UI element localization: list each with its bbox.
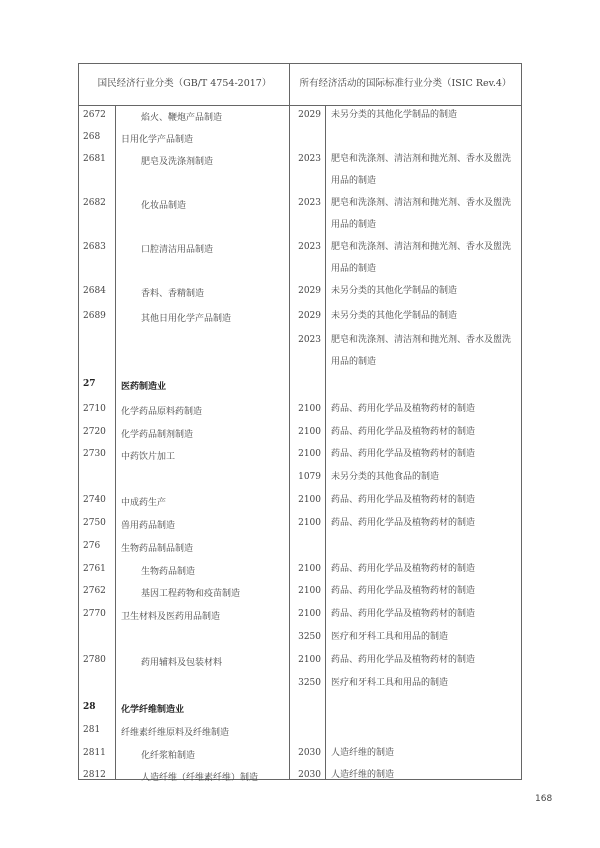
gbt-code: 2689 [83,311,106,321]
isic-code: 2023 [298,335,321,345]
isic-description: 药品、药用化学品及植物药材的制造 [331,495,476,505]
gbt-name: 化纤浆粕制造 [141,751,196,761]
column-divider [325,106,326,779]
isic-description: 肥皂和洗涤剂、清洁剂和抛光剂、香水及盥洗用品的制造 [331,335,512,367]
header-isic: 所有经济活动的国际标准行业分类（ISIC Rev.4） [299,78,512,89]
gbt-name: 兽用药品制造 [121,521,176,531]
isic-description: 药品、药用化学品及植物药材的制造 [331,449,476,459]
isic-code: 2100 [298,404,321,414]
gbt-code: 2710 [83,404,106,414]
gbt-code: 27 [83,379,96,389]
gbt-code: 2684 [83,286,106,296]
isic-code: 2023 [298,198,321,208]
gbt-code: 2761 [83,564,106,574]
isic-description: 药品、药用化学品及植物药材的制造 [331,518,476,528]
gbt-name: 香料、香精制造 [141,289,205,299]
gbt-name: 医药制造业 [121,382,167,392]
isic-code: 2100 [298,586,321,596]
isic-description: 药品、药用化学品及植物药材的制造 [331,427,476,437]
isic-code: 2100 [298,655,321,665]
gbt-code: 2762 [83,586,106,596]
gbt-name: 化学纤维制造业 [121,705,185,715]
isic-description: 人造纤维的制造 [331,770,395,780]
gbt-name: 生物药品制品制造 [121,544,194,554]
isic-description: 未另分类的其他化学制品的制造 [331,110,458,120]
isic-code: 2023 [298,242,321,252]
gbt-name: 药用辅料及包装材料 [141,658,223,668]
page-number: 168 [535,794,553,804]
gbt-code: 281 [83,725,101,735]
table-header [79,64,521,106]
gbt-code: 2750 [83,518,106,528]
gbt-name: 纤维素纤维原料及纤维制造 [121,728,230,738]
gbt-code: 268 [83,132,101,142]
isic-description: 人造纤维的制造 [331,748,395,758]
gbt-code: 2683 [83,242,106,252]
isic-description: 药品、药用化学品及植物药材的制造 [331,586,476,596]
isic-description: 医疗和牙科工具和用品的制造 [331,678,449,688]
gbt-name: 化学药品制剂制造 [121,430,194,440]
isic-description: 肥皂和洗涤剂、清洁剂和抛光剂、香水及盥洗用品的制造 [331,198,512,230]
isic-description: 药品、药用化学品及植物药材的制造 [331,564,476,574]
gbt-name: 化学药品原料药制造 [121,407,203,417]
gbt-name: 肥皂及洗涤剂制造 [141,157,214,167]
isic-code: 2030 [298,748,321,758]
isic-code: 3250 [298,632,321,642]
gbt-code: 2812 [83,770,106,780]
gbt-code: 2811 [83,748,106,758]
isic-code: 2100 [298,564,321,574]
isic-code: 2100 [298,427,321,437]
column-divider [115,106,116,779]
isic-code: 2029 [298,110,321,120]
isic-description: 未另分类的其他化学制品的制造 [331,311,458,321]
gbt-code: 2681 [83,154,106,164]
gbt-name: 卫生材料及医药用品制造 [121,612,221,622]
gbt-code: 2740 [83,495,106,505]
isic-description: 肥皂和洗涤剂、清洁剂和抛光剂、香水及盥洗用品的制造 [331,154,512,186]
gbt-name: 焰火、鞭炮产品制造 [141,113,223,123]
isic-code: 2100 [298,495,321,505]
gbt-name: 中成药生产 [121,498,167,508]
gbt-code: 2730 [83,449,106,459]
header-gbt: 国民经济行业分类（GB/T 4754-2017） [97,78,272,89]
isic-code: 1079 [298,472,321,482]
gbt-code: 2780 [83,655,106,665]
gbt-name: 日用化学产品制造 [121,135,194,145]
isic-code: 3250 [298,678,321,688]
isic-description: 药品、药用化学品及植物药材的制造 [331,655,476,665]
classification-table [78,63,522,783]
gbt-name: 中药饮片加工 [121,452,176,462]
gbt-code: 2672 [83,110,106,120]
gbt-name: 口腔清洁用品制造 [141,245,214,255]
gbt-code: 276 [83,541,101,551]
gbt-code: 2682 [83,198,106,208]
isic-description: 药品、药用化学品及植物药材的制造 [331,404,476,414]
gbt-name: 生物药品制造 [141,567,196,577]
isic-code: 2030 [298,770,321,780]
gbt-name: 人造纤维（纤维素纤维）制造 [141,773,259,783]
gbt-name: 化妆品制造 [141,201,187,211]
isic-description: 肥皂和洗涤剂、清洁剂和抛光剂、香水及盥洗用品的制造 [331,242,512,274]
column-divider [289,64,290,779]
isic-code: 2100 [298,449,321,459]
gbt-code: 2770 [83,609,106,619]
isic-code: 2100 [298,518,321,528]
gbt-code: 2720 [83,427,106,437]
gbt-name: 其他日用化学产品制造 [141,314,232,324]
isic-code: 2100 [298,609,321,619]
isic-code: 2023 [298,154,321,164]
gbt-name: 基因工程药物和疫苗制造 [141,589,241,599]
isic-code: 2029 [298,286,321,296]
gbt-code: 28 [83,702,96,712]
isic-description: 药品、药用化学品及植物药材的制造 [331,609,476,619]
isic-description: 未另分类的其他化学制品的制造 [331,286,458,296]
isic-description: 未另分类的其他食品的制造 [331,472,440,482]
isic-description: 医疗和牙科工具和用品的制造 [331,632,449,642]
isic-code: 2029 [298,311,321,321]
